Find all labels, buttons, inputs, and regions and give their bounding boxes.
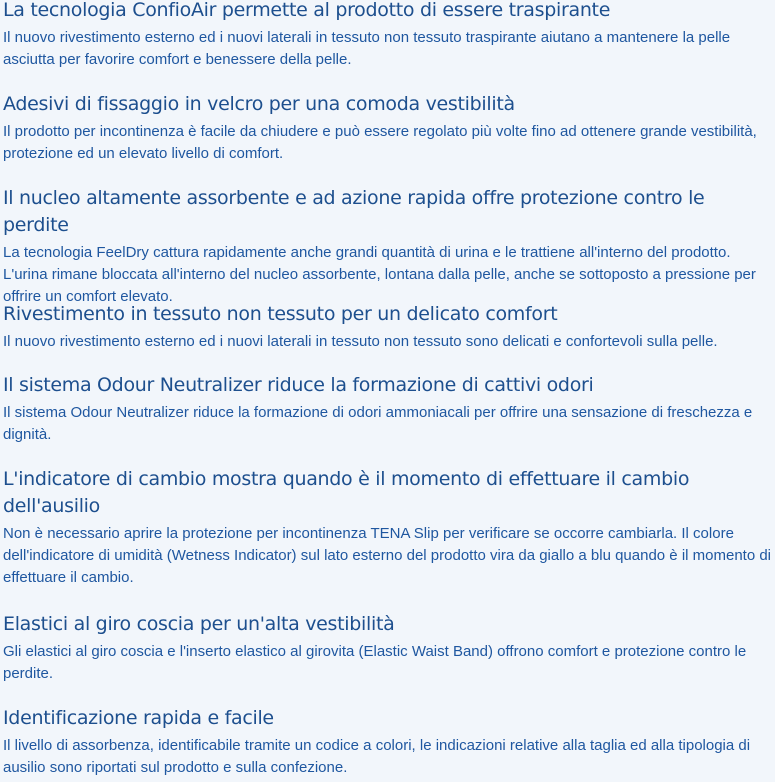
feature-title: Il sistema Odour Neutralizer riduce la formazione di cattivi odori xyxy=(3,374,594,396)
feature-title: Il nucleo altamente assorbente e ad azione rapida offre protezione contro le perdite xyxy=(3,187,705,236)
feature-title: La tecnologia ConfioAir permette al prodotto di essere traspirante xyxy=(3,0,611,21)
feature-title: L'indicatore di cambio mostra quando è il momento di effettuare il cambio dell'ausilio xyxy=(3,468,690,517)
feature-item xyxy=(3,611,773,685)
feature-item xyxy=(3,301,773,353)
feature-text: Non è necessario aprire la protezione per incontinenza TENA Slip per verificare se occorre cambiarla. Il colore dell'indicatore di umidità (Wetness Indicator) sul lato esterno del prodotto vira da giallo a blu quando è il momento di effettuare il cambio. xyxy=(3,525,772,586)
feature-title: Elastici al giro coscia per un'alta vestibilità xyxy=(3,613,395,635)
feature-text: La tecnologia FeelDry cattura rapidamente anche grandi quantità di urina e le trattiene all'interno del prodotto. L'urina rimane bloccata all'interno del nucleo assorbente, lontana dalla pelle, anche se sottoposto a pressione per offrire un comfort elevato. xyxy=(3,244,756,305)
feature-item xyxy=(3,185,773,308)
feature-item xyxy=(3,466,773,589)
feature-text: Il prodotto per incontinenza è facile da chiudere e può essere regolato più volte fino ad ottenere grande vestibilità, protezione ed un elevato livello di comfort. xyxy=(3,123,757,162)
feature-item xyxy=(3,0,773,71)
feature-item xyxy=(3,372,773,446)
feature-text: Il livello di assorbenza, identificabile tramite un codice a colori, le indicazioni relative alla taglia ed alla tipologia di ausilio sono riportati sul prodotto e sulla confezione. xyxy=(3,737,751,776)
feature-item xyxy=(3,705,773,779)
feature-text: Il nuovo rivestimento esterno ed i nuovi laterali in tessuto non tessuto sono delicati e confortevoli sulla pelle. xyxy=(3,333,718,350)
feature-title: Adesivi di fissaggio in velcro per una comoda vestibilità xyxy=(3,93,515,115)
feature-text: Il sistema Odour Neutralizer riduce la formazione di odori ammoniacali per offrire una sensazione di freschezza e dignità. xyxy=(3,404,753,443)
feature-item xyxy=(3,91,773,165)
feature-text: Gli elastici al giro coscia e l'inserto elastico al girovita (Elastic Waist Band) offrono comfort e protezione contro le perdite. xyxy=(3,643,747,682)
feature-title: Rivestimento in tessuto non tessuto per un delicato comfort xyxy=(3,303,558,325)
feature-text: Il nuovo rivestimento esterno ed i nuovi laterali in tessuto non tessuto traspirante aiutano a mantenere la pelle asciutta per favorire comfort e benessere della pelle. xyxy=(3,29,731,68)
feature-title: Identificazione rapida e facile xyxy=(3,707,274,729)
